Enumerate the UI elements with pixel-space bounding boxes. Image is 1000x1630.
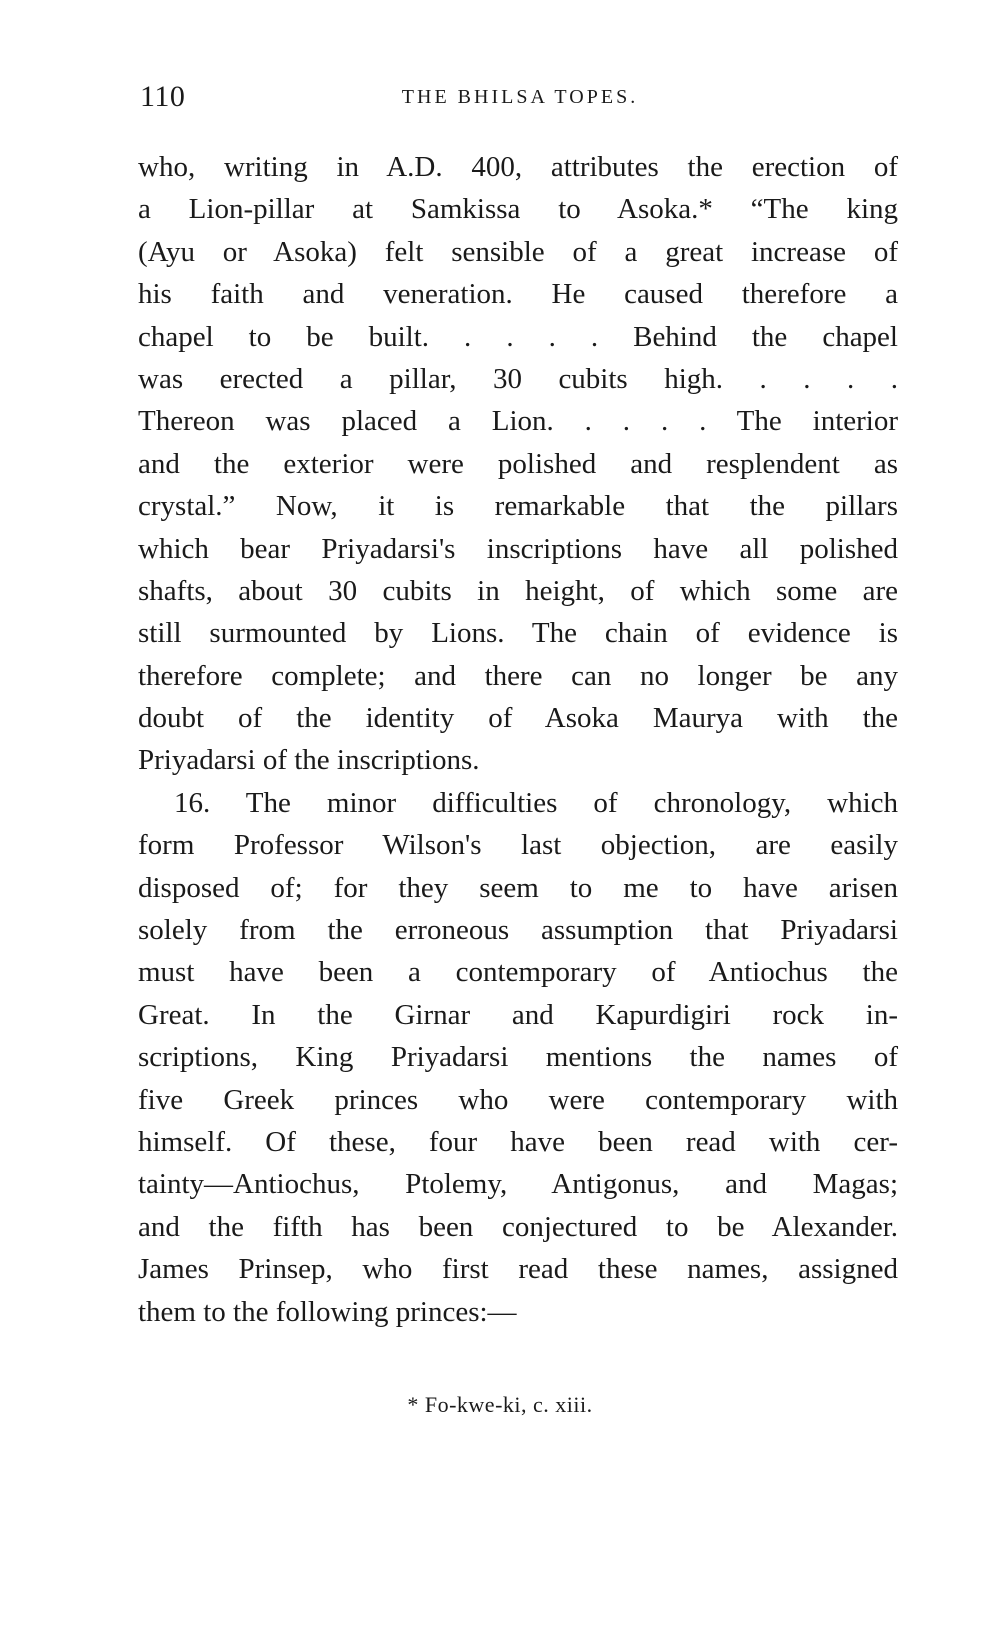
text-line: his faith and veneration. He caused therefore a: [138, 278, 898, 311]
text-line: tainty—Antiochus, Ptolemy, Antigonus, and Magas;: [138, 1168, 898, 1201]
text-line: must have been a contemporary of Antiochus the: [138, 956, 898, 989]
text-line: still surmounted by Lions. The chain of evidence is: [138, 617, 898, 650]
text-line: (Ayu or Asoka) felt sensible of a great increase of: [138, 235, 898, 268]
running-head: THE BHILSA TOPES.: [401, 86, 639, 108]
text-line: James Prinsep, who first read these names, assigned: [138, 1253, 898, 1286]
footnote: [0, 1392, 1000, 1418]
page-number: 110: [140, 80, 186, 113]
text-line: chapel to be built. . . . . Behind the chapel: [138, 320, 898, 353]
footnote-text: Fo-kwe-ki, c. xiii.: [424, 1392, 593, 1417]
text-line: a Lion-pillar at Samkissa to Asoka.* “The king: [138, 193, 898, 226]
page-header: [140, 80, 900, 120]
text-line: Thereon was placed a Lion. . . . . The interior: [138, 405, 898, 438]
text-line: solely from the erroneous assumption that Priyadarsi: [138, 914, 898, 947]
text-line: shafts, about 30 cubits in height, of which some are: [138, 574, 898, 607]
text-line: scriptions, King Priyadarsi mentions the names of: [138, 1041, 898, 1074]
text-line: and the exterior were polished and resplendent as: [138, 447, 898, 480]
text-line: form Professor Wilson's last objection, are easily: [138, 829, 898, 862]
paragraph-start-line: 16. The minor difficulties of chronology, which: [174, 786, 898, 819]
text-line: crystal.” Now, it is remarkable that the pillars: [138, 490, 898, 523]
text-line: and the fifth has been conjectured to be Alexander.: [138, 1210, 898, 1243]
footnote-mark: *: [407, 1392, 419, 1417]
body-text: [138, 146, 898, 1333]
text-line: therefore complete; and there can no longer be any: [138, 659, 898, 692]
text-line: disposed of; for they seem to me to have arisen: [138, 871, 898, 904]
text-line: himself. Of these, four have been read with cer-: [138, 1125, 898, 1158]
text-line: Great. In the Girnar and Kapurdigiri rock in-: [138, 998, 898, 1031]
text-line: which bear Priyadarsi's inscriptions have all polished: [138, 532, 898, 565]
text-line: doubt of the identity of Asoka Maurya with the: [138, 702, 898, 735]
text-line: who, writing in A.D. 400, attributes the erection of: [138, 151, 898, 183]
paragraph-end-line: Priyadarsi of the inscriptions.: [138, 744, 480, 777]
paragraph-end-line: them to the following princes:—: [138, 1295, 517, 1328]
text-line: was erected a pillar, 30 cubits high. . . . .: [138, 362, 898, 395]
text-line: five Greek princes who were contemporary with: [138, 1083, 898, 1116]
